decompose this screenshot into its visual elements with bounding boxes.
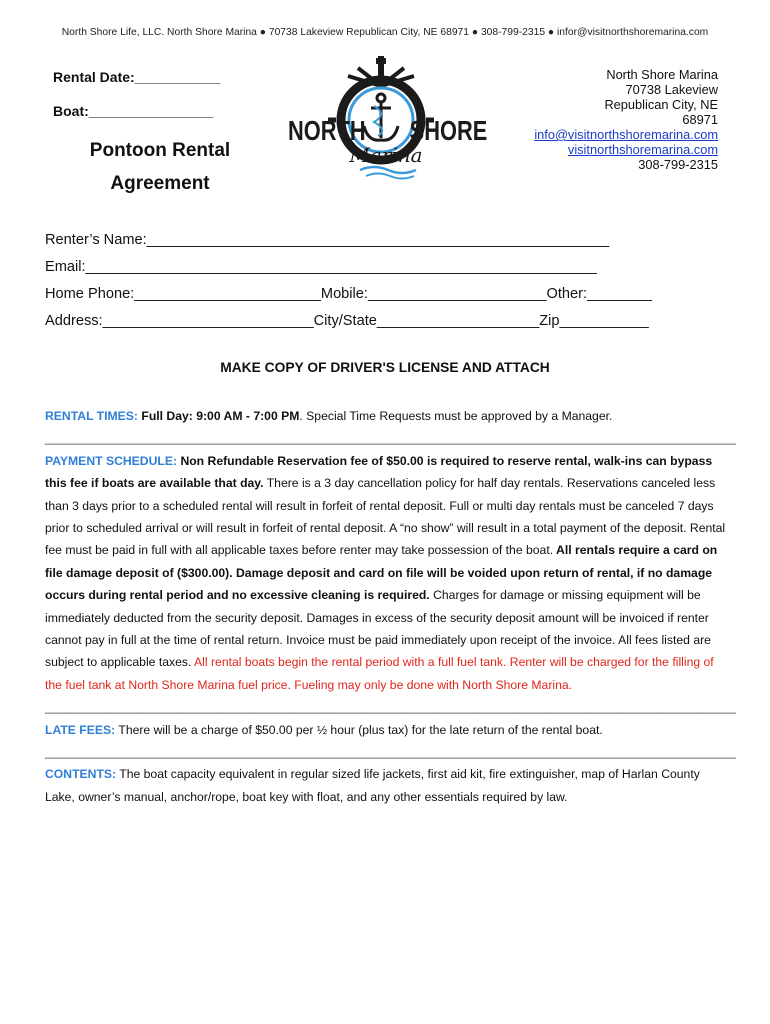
- email-field[interactable]: Email:_______________________________________________________________: [45, 259, 597, 275]
- north-shore-marina-logo: [288, 56, 488, 184]
- document-title: [85, 134, 235, 200]
- contact-zip: 68971: [682, 112, 718, 127]
- contact-city: Republican City, NE: [604, 97, 718, 112]
- renter-name-field[interactable]: Renter’s Name:_________________________________________________________: [45, 232, 610, 248]
- rental-times-paragraph: [45, 405, 730, 427]
- separator-line: _________________________________________________________________________________________________________: [45, 700, 736, 715]
- contact-phone: 308-799-2315: [638, 157, 718, 172]
- drivers-license-notice: MAKE COPY OF DRIVER'S LICENSE AND ATTACH: [220, 360, 550, 375]
- payment-text-2: Charges for damage or missing equipment will be immediately deducted from the security deposit. Damages in excess of the security deposit amount will be invoiced if renter cannot pay in full at the time of rental return. Invoice must be paid immediately upon receipt of the invoice. All fees listed are subject to applicable taxes.: [45, 588, 711, 670]
- address-fields[interactable]: Address:__________________________City/State____________________Zip___________: [45, 313, 649, 329]
- logo-script-marina: Marina: [349, 143, 423, 167]
- contents-label: CONTENTS:: [45, 767, 117, 782]
- contact-name: North Shore Marina: [606, 67, 718, 82]
- payment-schedule-paragraph: [45, 450, 730, 696]
- marina-contact-block: [534, 67, 718, 172]
- fuel-policy-text: All rental boats begin the rental period with a full fuel tank. Renter will be charged for the filling of the fuel tank at North Shore Marina fuel price. Fueling may only be done with North Shore Marina.: [45, 655, 714, 692]
- contact-website-link[interactable]: visitnorthshoremarina.com: [567, 142, 718, 157]
- rental-date-field[interactable]: Rental Date:___________: [53, 69, 221, 85]
- payment-text-1: There is a 3 day cancellation policy for half day rentals. Reservations canceled less than 3 days prior to a scheduled rental will result in forfeit of rental deposit. Full or multi day rentals must be canceled 7 days prior to scheduled arrival or will result in forfeit of rental deposit. A “no show” will result in a total payment of the deposit. Rental fee must be paid in full with all applicable taxes before renter may take possession of the boat.: [45, 476, 726, 558]
- contents-text: The boat capacity equivalent in regular sized life jackets, first aid kit, fire extinguisher, map of Harlan County Lake, owner’s manual, anchor/rope, boat key with float, and any other essentials required by law.: [45, 767, 700, 804]
- separator-line: _________________________________________________________________________________________________________: [45, 431, 736, 446]
- contact-email-link[interactable]: info@visitnorthshoremarina.com: [534, 127, 718, 142]
- payment-schedule-label: PAYMENT SCHEDULE:: [45, 453, 178, 468]
- rental-times-hours: Full Day: 9:00 AM - 7:00 PM: [141, 409, 300, 423]
- logo-graphic: [288, 56, 488, 184]
- rental-times-text: . Special Time Requests must be approved by a Manager.: [299, 409, 613, 423]
- payment-bold-1: Non Refundable Reservation fee of $50.00 is required to reserve rental, walk-ins can bypass this fee if boats are available that day.: [45, 453, 713, 491]
- rental-date-boat-fields: [53, 68, 220, 136]
- title-line-2: Agreement: [110, 173, 210, 194]
- header-contact-line: North Shore Life, LLC. North Shore Marina ● 70738 Lakeview Republican City, NE 68971 ● 308-799-2315 ● infor@visitnorthshoremarina.com: [61, 27, 709, 38]
- boat-field[interactable]: Boat:________________: [53, 103, 214, 119]
- phone-fields[interactable]: Home Phone:_______________________Mobile:______________________Other:________: [45, 286, 653, 302]
- payment-bold-2: All rentals require a card on file damage deposit of ($300.00). Damage deposit and card on file will be voided upon return of rental, if no damage occurs during rental period and no excessive cleaning is required.: [45, 543, 718, 603]
- agreement-terms: [45, 405, 736, 808]
- late-fees-label: LATE FEES:: [45, 722, 116, 737]
- late-fees-text: There will be a charge of $50.00 per ½ hour (plus tax) for the late return of the rental boat.: [115, 722, 603, 737]
- logo-word-shore: SHORE: [409, 115, 488, 147]
- late-fees-paragraph: [45, 719, 730, 741]
- contact-street: 70738 Lakeview: [625, 82, 718, 97]
- title-line-1: Pontoon Rental: [89, 140, 231, 161]
- separator-line: _________________________________________________________________________________________________________: [45, 745, 736, 760]
- renter-info-fields: [45, 227, 652, 335]
- contents-paragraph: [45, 763, 730, 808]
- rental-times-label: RENTAL TIMES:: [45, 409, 138, 423]
- logo-word-north: NORTH: [288, 115, 366, 147]
